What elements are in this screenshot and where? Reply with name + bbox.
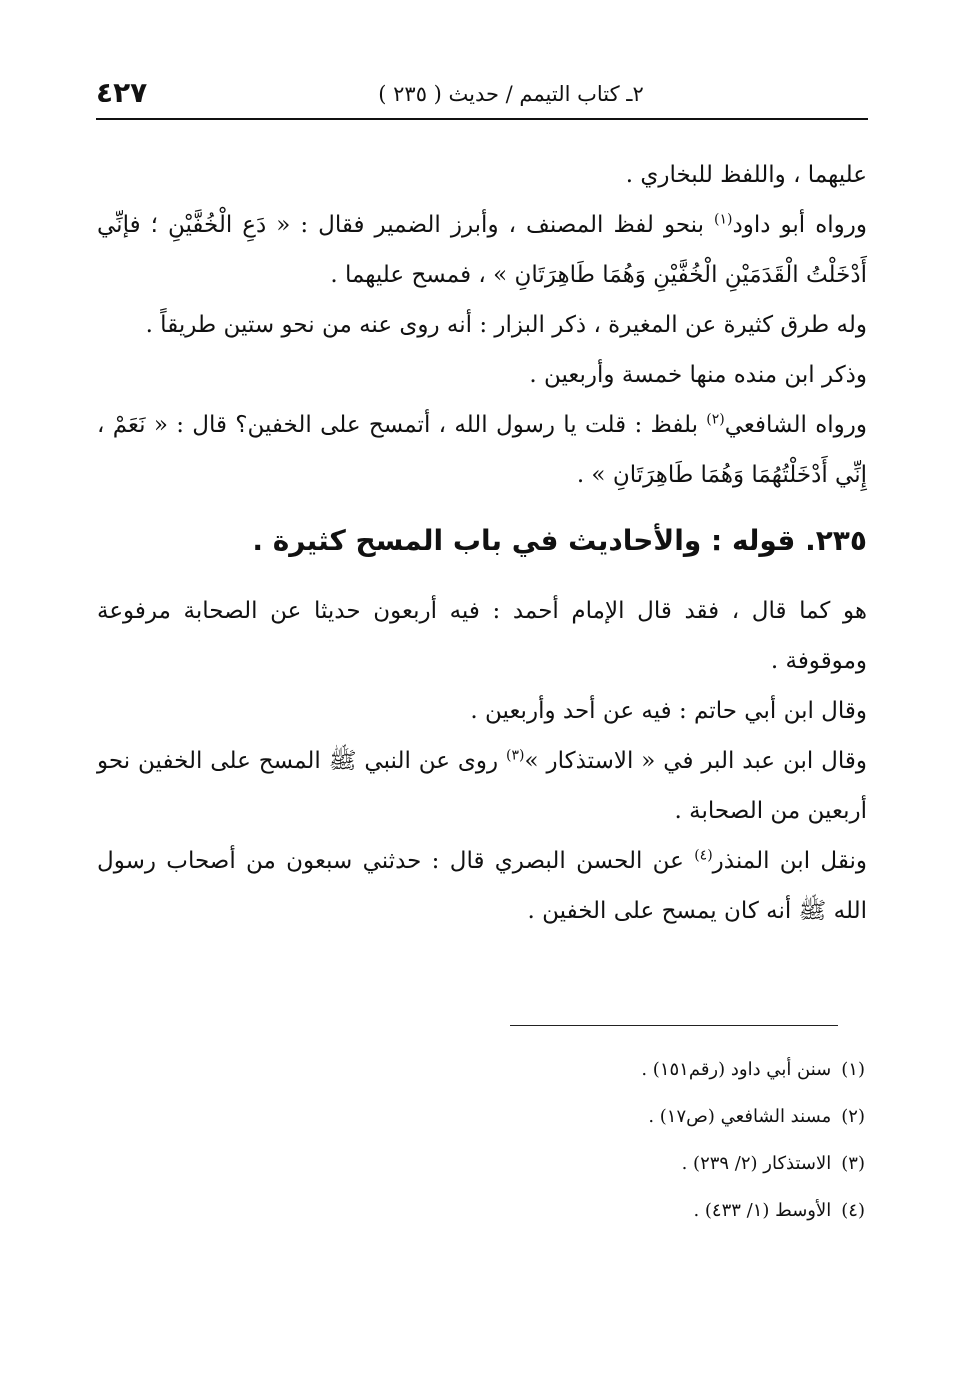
paragraph	[97, 200, 867, 300]
footnote-ref: (٢)	[706, 411, 725, 428]
footnote-number: (٣)	[841, 1153, 865, 1174]
footnote-number: (٤)	[841, 1200, 865, 1221]
footnotes	[300, 1046, 865, 1234]
footnote-text: مسند الشافعي (ص١٧) .	[648, 1106, 832, 1127]
footnote-number: (٢)	[841, 1106, 865, 1127]
section-heading: ٢٣٥. قوله : والأحاديث في باب المسح كثيرة .	[252, 524, 867, 557]
paragraph	[97, 736, 867, 836]
footnote	[300, 1187, 865, 1234]
footnote	[300, 1140, 865, 1187]
paragraph-text: عليهما ، واللفظ للبخاري .	[625, 162, 867, 188]
footnote-ref: (٣)	[506, 747, 525, 764]
footnote-text: سنن أبي داود (رقم١٥١) .	[641, 1059, 832, 1080]
footnote-ref: (١)	[714, 211, 733, 228]
page-number: ٤٢٧	[96, 76, 148, 109]
paragraph-text: بنحو لفظ المصنف ، وأبرز الضمير فقال : « دَعِ الْخُفَّيْنِ ؛ فإنِّي أَدْخَلْتُ الْقَدَمَيْنِ الْخُفَّيْنِ وَهُمَا طَاهِرَتَانِ » ، فمسح عليهما .	[97, 212, 867, 288]
paragraph	[97, 686, 867, 736]
paragraph-text: ورواه أبو داود	[732, 212, 867, 238]
paragraph	[97, 836, 867, 936]
running-head: ٢ـ كتاب التيمم / حديث ( ٢٣٥ )	[378, 82, 644, 106]
footnote-text: الاستذكار (٢/ ٢٣٩) .	[681, 1153, 832, 1174]
paragraph-text: بلفظ : قلت يا رسول الله ، أتمسح على الخفين؟ قال : « نَعَمْ ، إِنِّي أَدْخَلْتُهُمَا وَهُمَا طَاهِرَتَانِ » .	[97, 412, 867, 488]
paragraph-text: روى عن النبي ﷺ المسح على الخفين نحو أربعين من الصحابة .	[97, 748, 867, 824]
main-text	[97, 150, 867, 936]
footnote-text: الأوسط (١/ ٤٣٣) .	[693, 1200, 832, 1221]
paragraph	[97, 350, 867, 400]
paragraph	[97, 150, 867, 200]
footnote-number: (١)	[841, 1059, 865, 1080]
footnote	[300, 1093, 865, 1140]
paragraph-text: هو كما قال ، فقد قال الإمام أحمد : فيه أربعون حديثا عن الصحابة مرفوعة وموقوفة .	[97, 598, 868, 674]
paragraph-text: ونقل ابن المنذر	[712, 848, 867, 874]
paragraph-text: وقال ابن أبي حاتم : فيه عن أحد وأربعين .	[470, 698, 867, 724]
paragraph-text: وذكر ابن منده منها خمسة وأربعين .	[529, 362, 867, 388]
paragraph	[97, 586, 867, 686]
paragraph	[97, 300, 867, 350]
page-header	[96, 74, 868, 120]
paragraph-text: ورواه الشافعي	[724, 412, 867, 438]
footnote-divider	[510, 1025, 838, 1026]
footnote-ref: (٤)	[694, 847, 713, 864]
paragraph-text: وقال ابن عبد البر في « الاستذكار »	[524, 748, 867, 774]
paragraph-text: وله طرق كثيرة عن المغيرة ، ذكر البزار : أنه روى عنه من نحو ستين طريقاً .	[145, 312, 867, 338]
paragraph	[97, 400, 867, 500]
footnote	[300, 1046, 865, 1093]
paragraph-text: عن الحسن البصري قال : حدثني سبعون من أصحاب رسول الله ﷺ أنه كان يمسح على الخفين .	[97, 848, 867, 924]
